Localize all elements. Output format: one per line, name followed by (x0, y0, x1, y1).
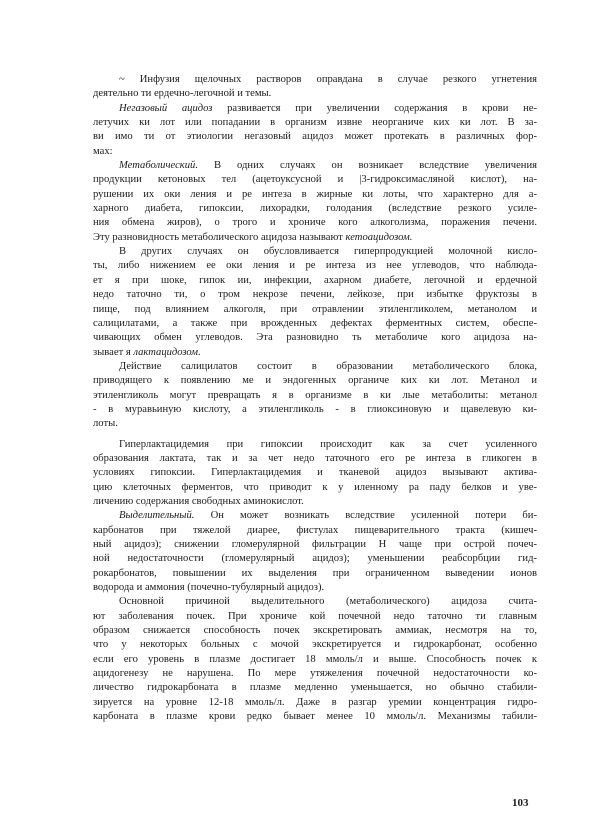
text-line: ет я при шоке, гипок ии, инфекции, ахарном диабете, легочной и ердечной (93, 274, 537, 286)
text-line: ви имо ти от этиологии негазовый ацидоз может протекать в различных фор- (93, 131, 537, 143)
text-line: недо таточно ти, о тром некрозе печени, лейкозе, при избытке фруктозы в (93, 289, 537, 301)
text-line: Выделительный. Он может возникать вследствие усиленной потери би- (119, 510, 537, 522)
body-text (93, 73, 537, 724)
text-line: цию клеточных ферментов, что приводит к у иленному ра паду белков и уве- (93, 481, 537, 493)
text-line: рушении их оки ления и ре интеза в жирные ки лоты, что характерно для а- (93, 188, 537, 200)
text-line: ацидогенезу не нарушена. По мере утяжеления почечной недостаточности ко- (93, 668, 537, 680)
text-line: деятельно ти ердечно-легочной и темы. (93, 88, 272, 100)
text-line: ный ацидоз); снижении гломерулярной фильтрации Н чаще при острой почеч- (93, 539, 537, 550)
page-number: 103 (512, 797, 529, 809)
text-line: лоты. (93, 418, 118, 430)
text-line: зируется на уровне 12-18 ммоль/л. Даже в разгар уремии концентрация гидро- (93, 696, 537, 708)
text-line: ют заболевания почек. При хрониче кой почечной недо таточно ти главным (93, 610, 537, 622)
text-line: водорода и аммония (почечно-тубулярный ацидоз). (93, 582, 325, 594)
text-line: личению содержания свободных аминокислот. (93, 495, 304, 507)
text-line: ты, либо нижением ее оки ления и ре интеза из нее углеводов, что наблюда- (93, 260, 537, 272)
text-line: образования лактата, так и за чет недо таточного его ре интеза в гликоген в (93, 452, 537, 464)
text-line: ной недостаточности (гломерулярный ацидоз); уменьшении реабсорбции гид- (93, 553, 537, 565)
text-line: образом снижается способность почек экскретировать аммиак, несмотря на то, (93, 625, 537, 637)
text-line: карбоната в плазме крови редко бывает менее 10 ммоль/л. Механизмы табили- (93, 711, 537, 723)
text-line: ~ Инфузия щелочных растворов оправдана в случае резкого угнетения (119, 74, 537, 85)
text-line: Эту разновидность метаболического ацидоза называют кетоацидозом. (93, 231, 413, 243)
text-line: харного диабета, гипоксии, лихорадки, голодания (вследствие резкого усиле- (93, 203, 537, 215)
text-line: ния обмена жиров), о трого и хрониче кого алкоголизма, поражения печени. (93, 217, 537, 229)
text-line: этиленгликоль могут превращать я в организме в ки лые метаболиты: метанол (93, 389, 537, 401)
text-line: если его уровень в плазме достигает 18 ммоль/л и выше. Способность почек к (93, 653, 537, 665)
text-line: что у некоторых больных с мочой экскретируется и гидрокарбонат, особенно (93, 639, 537, 651)
text-line: условиях гипоксии. Гиперлактацидемия и тканевой ацидоз вызывают актива- (93, 467, 537, 479)
text-line: - в муравьиную кислоту, а этиленгликоль - в глиоксиновую и щавелевую ки- (93, 403, 537, 415)
text-line: салицилатами, а также при врожденных дефектах ферментных систем, обеспе- (93, 317, 537, 329)
text-line: личество гидрокарбоната в плазме медленно уменьшается, но обычно стабили- (93, 682, 537, 694)
text-line: Действие салицилатов состоит в образовании метаболического блока, (119, 360, 537, 372)
text-line: зывает я лактацидозом. (93, 346, 201, 358)
text-line: чивающих обмен углеводов. Эта разновидно ть метаболиче кого ацидоза на- (93, 332, 537, 344)
text-line: Негазовый ацидоз развивается при увеличении содержания в крови не- (119, 102, 537, 114)
text-line: пище, под влиянием алкоголя, при отравлении этиленгликолем, метанолом и (93, 303, 537, 315)
text-line: летучих ки лот или попадании в организм извне неорганиче ких ки лот. В за- (93, 117, 537, 129)
text-line: Основной причиной выделительного (метаболического) ацидоза счита- (119, 596, 537, 608)
text-line: продукции кетоновых тел (ацетоуксусной и |3-гидроксимасляной кислот), на- (93, 174, 537, 186)
text-line: приводящего к появлению ме и эндогенных органиче ких ки лот. Метанол и (93, 375, 537, 387)
text-line: мах: (93, 145, 113, 157)
text-line: рокарбонатов, повышении их выделения при ограниченном выведении ионов (93, 567, 537, 579)
text-line: карбонатов при тяжелой диарее, фистулах пищеварительного тракта (кишеч- (93, 524, 537, 536)
text-line: Метаболический. В одних случаях он возникает вследствие увеличения (119, 160, 537, 172)
text-line: Гиперлактацидемия при гипоксии происходит как за счет усиленного (119, 438, 537, 450)
text-line: В других случаях он обусловливается гиперпродукцией молочной кисло- (119, 246, 537, 258)
